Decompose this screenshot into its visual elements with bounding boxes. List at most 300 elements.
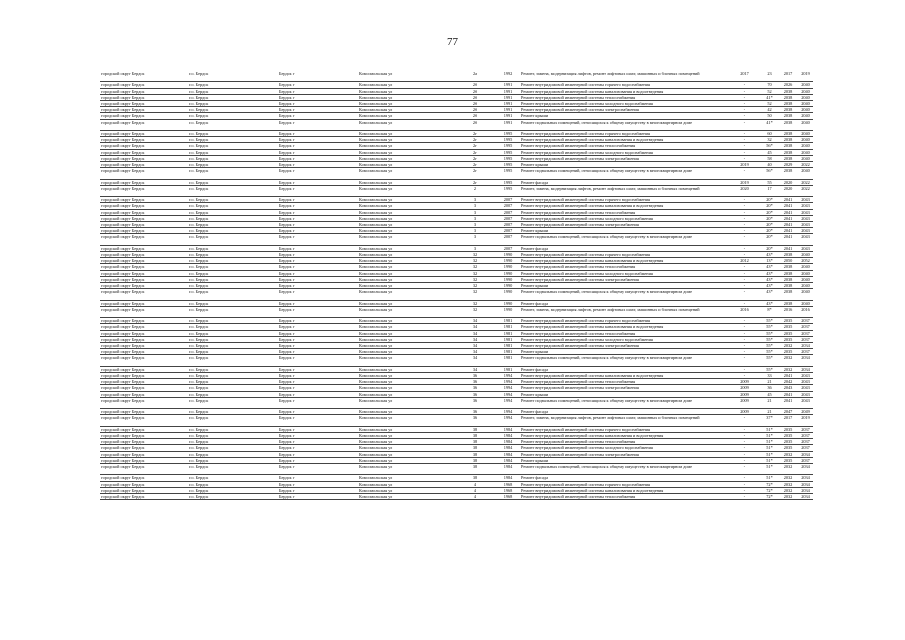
last-repair-year-cell: - [728, 349, 761, 355]
wear-percent-cell: 51* [761, 426, 778, 432]
urban-district-cell: г.о. Бердск [188, 131, 278, 137]
table-row [100, 234, 813, 245]
settlement-cell: Бердск г [278, 252, 358, 258]
table-row [100, 397, 813, 408]
municipality-cell: городской округ Бердск [100, 113, 188, 119]
plan-start-year-cell: 2038 [778, 149, 798, 155]
plan-start-year-cell: 2032 [778, 481, 798, 487]
municipality-cell: городской округ Бердск [100, 215, 188, 221]
settlement-cell: Бердск г [278, 168, 358, 179]
wear-percent-cell: 72* [761, 487, 778, 493]
municipality-cell: городской округ Бердск [100, 451, 188, 457]
last-repair-year-cell: - [728, 330, 761, 336]
work-type-cell: Ремонт, замена, модернизация лифтов, ремонт лифтовых шахт, машинных и блочных помещений [520, 71, 728, 82]
plan-start-year-cell: 2035 [778, 426, 798, 432]
work-type-cell: Ремонт внутридомовой инженерной системы канализования и водоотведения [520, 203, 728, 209]
street-cell: Комсомольская ул [358, 391, 454, 397]
plan-start-year-cell: 2032 [778, 487, 798, 493]
street-cell: Комсомольская ул [358, 209, 454, 215]
wear-percent-cell: 23 [761, 71, 778, 82]
municipality-cell: городской округ Бердск [100, 264, 188, 270]
plan-end-year-cell: 2040 [798, 107, 813, 113]
build-year-cell: 1968 [496, 494, 520, 500]
house-number-cell: 34 [454, 349, 496, 355]
build-year-cell: 1995 [496, 162, 520, 168]
last-repair-year-cell: - [728, 264, 761, 270]
wear-percent-cell: 45 [761, 149, 778, 155]
settlement-cell: Бердск г [278, 464, 358, 475]
last-repair-year-cell: - [728, 426, 761, 432]
work-type-cell: Ремонт крыши [520, 391, 728, 397]
build-year-cell: 2007 [496, 215, 520, 221]
wear-percent-cell: 58 [761, 155, 778, 161]
municipality-cell: городской округ Бердск [100, 336, 188, 342]
last-repair-year-cell: - [728, 300, 761, 306]
house-number-cell: 2г [454, 149, 496, 155]
plan-end-year-cell: 2034 [798, 343, 813, 349]
urban-district-cell: г.о. Бердск [188, 162, 278, 168]
last-repair-year-cell: 2009 [728, 409, 761, 415]
urban-district-cell: г.о. Бердск [188, 276, 278, 282]
wear-percent-cell: 43* [761, 300, 778, 306]
municipality-cell: городской округ Бердск [100, 330, 188, 336]
last-repair-year-cell: - [728, 324, 761, 330]
build-year-cell: 1990 [496, 252, 520, 258]
build-year-cell: 1984 [496, 433, 520, 439]
house-number-cell: 36 [454, 397, 496, 408]
street-cell: Комсомольская ул [358, 300, 454, 306]
plan-start-year-cell: 2032 [778, 366, 798, 372]
work-type-cell: Ремонт внутридомовой инженерной системы холодного водоснабжения [520, 149, 728, 155]
settlement-cell: Бердск г [278, 197, 358, 203]
urban-district-cell: г.о. Бердск [188, 494, 278, 500]
last-repair-year-cell: - [728, 487, 761, 493]
settlement-cell: Бердск г [278, 494, 358, 500]
last-repair-year-cell: - [728, 113, 761, 119]
work-type-cell: Ремонт внутридомовой инженерной системы теплоснабжения [520, 379, 728, 385]
table-row [100, 494, 813, 500]
plan-start-year-cell: 2038 [778, 113, 798, 119]
urban-district-cell: г.о. Бердск [188, 487, 278, 493]
settlement-cell: Бердск г [278, 349, 358, 355]
urban-district-cell: г.о. Бердск [188, 306, 278, 317]
municipality-cell: городской округ Бердск [100, 185, 188, 196]
work-type-cell: Ремонт подвальных помещений, относящихся к общему имуществу в многоквартирном доме [520, 168, 728, 179]
house-number-cell: 36 [454, 379, 496, 385]
municipality-cell: городской округ Бердск [100, 101, 188, 107]
plan-end-year-cell: 2019 [798, 415, 813, 426]
house-number-cell: 38 [454, 475, 496, 481]
street-cell: Комсомольская ул [358, 222, 454, 228]
wear-percent-cell: 60 [761, 131, 778, 137]
last-repair-year-cell: - [728, 276, 761, 282]
plan-start-year-cell: 2038 [778, 300, 798, 306]
house-number-cell: 36 [454, 385, 496, 391]
house-number-cell: 2 [454, 185, 496, 196]
urban-district-cell: г.о. Бердск [188, 143, 278, 149]
plan-end-year-cell: 2043 [798, 245, 813, 251]
wear-percent-cell: 55* [761, 330, 778, 336]
urban-district-cell: г.о. Бердск [188, 234, 278, 245]
street-cell: Комсомольская ул [358, 270, 454, 276]
last-repair-year-cell: - [728, 457, 761, 463]
plan-start-year-cell: 2038 [778, 107, 798, 113]
street-cell: Комсомольская ул [358, 215, 454, 221]
settlement-cell: Бердск г [278, 481, 358, 487]
work-type-cell: Ремонт внутридомовой инженерной системы канализования и водоотведения [520, 487, 728, 493]
wear-percent-cell: 43* [761, 264, 778, 270]
house-number-cell: 32 [454, 300, 496, 306]
work-type-cell: Ремонт внутридомовой инженерной системы горячего водоснабжения [520, 131, 728, 137]
street-cell: Комсомольская ул [358, 185, 454, 196]
work-type-cell: Ремонт внутридомовой инженерной системы горячего водоснабжения [520, 318, 728, 324]
house-number-cell: 38 [454, 464, 496, 475]
plan-start-year-cell: 2041 [778, 222, 798, 228]
urban-district-cell: г.о. Бердск [188, 445, 278, 451]
house-number-cell: 32 [454, 270, 496, 276]
urban-district-cell: г.о. Бердск [188, 185, 278, 196]
plan-start-year-cell: 2035 [778, 457, 798, 463]
settlement-cell: Бердск г [278, 270, 358, 276]
plan-end-year-cell: 2040 [798, 137, 813, 143]
street-cell: Комсомольская ул [358, 373, 454, 379]
settlement-cell: Бердск г [278, 149, 358, 155]
settlement-cell: Бердск г [278, 101, 358, 107]
municipality-cell: городской округ Бердск [100, 324, 188, 330]
street-cell: Комсомольская ул [358, 464, 454, 475]
house-number-cell: 36 [454, 391, 496, 397]
settlement-cell: Бердск г [278, 475, 358, 481]
house-number-cell: 38 [454, 451, 496, 457]
build-year-cell: 1994 [496, 409, 520, 415]
plan-start-year-cell: 2026 [778, 82, 798, 88]
plan-start-year-cell: 2038 [778, 264, 798, 270]
plan-end-year-cell: 2037 [798, 318, 813, 324]
work-type-cell: Ремонт фасада [520, 179, 728, 185]
municipality-cell: городской округ Бердск [100, 457, 188, 463]
wear-percent-cell: 51* [761, 451, 778, 457]
last-repair-year-cell: - [728, 336, 761, 342]
plan-start-year-cell: 2038 [778, 137, 798, 143]
wear-percent-cell: 52 [761, 88, 778, 94]
plan-start-year-cell: 2035 [778, 439, 798, 445]
house-number-cell: 2г [454, 168, 496, 179]
build-year-cell: 1994 [496, 373, 520, 379]
plan-end-year-cell: 2022 [798, 185, 813, 196]
plan-start-year-cell: 2017 [778, 71, 798, 82]
settlement-cell: Бердск г [278, 385, 358, 391]
urban-district-cell: г.о. Бердск [188, 88, 278, 94]
work-type-cell: Ремонт внутридомовой инженерной системы холодного водоснабжения [520, 445, 728, 451]
urban-district-cell: г.о. Бердск [188, 203, 278, 209]
plan-start-year-cell: 2032 [778, 475, 798, 481]
wear-percent-cell: 70 [761, 82, 778, 88]
urban-district-cell: г.о. Бердск [188, 215, 278, 221]
municipality-cell: городской округ Бердск [100, 306, 188, 317]
urban-district-cell: г.о. Бердск [188, 366, 278, 372]
wear-percent-cell: 32 [761, 137, 778, 143]
build-year-cell: 1994 [496, 391, 520, 397]
build-year-cell: 1991 [496, 94, 520, 100]
work-type-cell: Ремонт подвальных помещений, относящихся к общему имуществу в многоквартирном доме [520, 355, 728, 366]
work-type-cell: Ремонт внутридомовой инженерной системы горячего водоснабжения [520, 252, 728, 258]
settlement-cell: Бердск г [278, 155, 358, 161]
plan-end-year-cell: 2037 [798, 426, 813, 432]
last-repair-year-cell: - [728, 215, 761, 221]
street-cell: Комсомольская ул [358, 149, 454, 155]
municipality-cell: городской округ Бердск [100, 487, 188, 493]
urban-district-cell: г.о. Бердск [188, 457, 278, 463]
street-cell: Комсомольская ул [358, 162, 454, 168]
settlement-cell: Бердск г [278, 203, 358, 209]
plan-end-year-cell: 2037 [798, 445, 813, 451]
settlement-cell: Бердск г [278, 336, 358, 342]
settlement-cell: Бердск г [278, 143, 358, 149]
urban-district-cell: г.о. Бердск [188, 82, 278, 88]
work-type-cell: Ремонт внутридомовой инженерной системы электроснабжения [520, 343, 728, 349]
plan-start-year-cell: 2038 [778, 168, 798, 179]
plan-end-year-cell: 2043 [798, 373, 813, 379]
house-number-cell: 2г [454, 179, 496, 185]
last-repair-year-cell: - [728, 94, 761, 100]
build-year-cell: 1968 [496, 487, 520, 493]
house-number-cell: 32 [454, 276, 496, 282]
plan-end-year-cell: 2040 [798, 264, 813, 270]
wear-percent-cell: 42 [761, 107, 778, 113]
plan-end-year-cell: 2037 [798, 336, 813, 342]
last-repair-year-cell: 2009 [728, 391, 761, 397]
last-repair-year-cell: - [728, 143, 761, 149]
build-year-cell: 1984 [496, 451, 520, 457]
build-year-cell: 1990 [496, 283, 520, 289]
house-number-cell: 2б [454, 88, 496, 94]
street-cell: Комсомольская ул [358, 252, 454, 258]
work-type-cell: Ремонт внутридомовой инженерной системы холодного водоснабжения [520, 270, 728, 276]
urban-district-cell: г.о. Бердск [188, 209, 278, 215]
street-cell: Комсомольская ул [358, 343, 454, 349]
wear-percent-cell: 55* [761, 366, 778, 372]
urban-district-cell: г.о. Бердск [188, 439, 278, 445]
municipality-cell: городской округ Бердск [100, 179, 188, 185]
last-repair-year-cell: 2009 [728, 397, 761, 408]
municipality-cell: городской округ Бердск [100, 318, 188, 324]
last-repair-year-cell: - [728, 445, 761, 451]
settlement-cell: Бердск г [278, 283, 358, 289]
street-cell: Комсомольская ул [358, 228, 454, 234]
settlement-cell: Бердск г [278, 366, 358, 372]
work-type-cell: Ремонт внутридомовой инженерной системы канализования и водоотведения [520, 88, 728, 94]
plan-start-year-cell: 2035 [778, 433, 798, 439]
plan-start-year-cell: 2042 [778, 379, 798, 385]
plan-start-year-cell: 2041 [778, 215, 798, 221]
build-year-cell: 2007 [496, 222, 520, 228]
plan-start-year-cell: 2035 [778, 318, 798, 324]
last-repair-year-cell: - [728, 131, 761, 137]
work-type-cell: Ремонт фасада [520, 409, 728, 415]
plan-start-year-cell: 2020 [778, 179, 798, 185]
house-number-cell: 32 [454, 258, 496, 264]
plan-end-year-cell: 2040 [798, 94, 813, 100]
build-year-cell: 1984 [496, 445, 520, 451]
municipality-cell: городской округ Бердск [100, 245, 188, 251]
urban-district-cell: г.о. Бердск [188, 168, 278, 179]
urban-district-cell: г.о. Бердск [188, 258, 278, 264]
house-number-cell: 34 [454, 330, 496, 336]
plan-end-year-cell: 2034 [798, 494, 813, 500]
plan-end-year-cell: 2034 [798, 355, 813, 366]
build-year-cell: 1990 [496, 289, 520, 300]
settlement-cell: Бердск г [278, 209, 358, 215]
house-number-cell: 36 [454, 415, 496, 426]
plan-start-year-cell: 2038 [778, 289, 798, 300]
table-row [100, 168, 813, 179]
plan-start-year-cell: 2041 [778, 391, 798, 397]
build-year-cell: 1991 [496, 82, 520, 88]
build-year-cell: 1990 [496, 300, 520, 306]
wear-percent-cell: 55* [761, 355, 778, 366]
house-number-cell: 38 [454, 457, 496, 463]
work-type-cell: Ремонт внутридомовой инженерной системы теплоснабжения [520, 209, 728, 215]
last-repair-year-cell: - [728, 439, 761, 445]
work-type-cell: Ремонт внутридомовой инженерной системы теплоснабжения [520, 143, 728, 149]
urban-district-cell: г.о. Бердск [188, 119, 278, 130]
work-type-cell: Ремонт внутридомовой инженерной системы теплоснабжения [520, 264, 728, 270]
urban-district-cell: г.о. Бердск [188, 397, 278, 408]
work-type-cell: Ремонт внутридомовой инженерной системы канализования и водоотведения [520, 324, 728, 330]
house-number-cell: 3 [454, 197, 496, 203]
last-repair-year-cell: - [728, 415, 761, 426]
plan-start-year-cell: 2038 [778, 283, 798, 289]
work-type-cell: Ремонт, замена, модернизация лифтов, ремонт лифтовых шахт, машинных и блочных помещений [520, 185, 728, 196]
wear-percent-cell: 51* [761, 433, 778, 439]
plan-end-year-cell: 2040 [798, 289, 813, 300]
last-repair-year-cell: - [728, 228, 761, 234]
municipality-cell: городской округ Бердск [100, 391, 188, 397]
urban-district-cell: г.о. Бердск [188, 245, 278, 251]
build-year-cell: 1991 [496, 88, 520, 94]
street-cell: Комсомольская ул [358, 349, 454, 355]
settlement-cell: Бердск г [278, 222, 358, 228]
last-repair-year-cell: 2016 [728, 306, 761, 317]
wear-percent-cell: 51* [761, 475, 778, 481]
plan-start-year-cell: 2041 [778, 209, 798, 215]
last-repair-year-cell: 2019 [728, 179, 761, 185]
street-cell: Комсомольская ул [358, 494, 454, 500]
wear-percent-cell: 55* [761, 318, 778, 324]
municipality-cell: городской округ Бердск [100, 234, 188, 245]
plan-start-year-cell: 2020 [778, 185, 798, 196]
street-cell: Комсомольская ул [358, 197, 454, 203]
house-number-cell: 2б [454, 119, 496, 130]
wear-percent-cell: 55* [761, 343, 778, 349]
settlement-cell: Бердск г [278, 409, 358, 415]
plan-end-year-cell: 2034 [798, 481, 813, 487]
build-year-cell: 1994 [496, 415, 520, 426]
municipality-cell: городской округ Бердск [100, 445, 188, 451]
plan-end-year-cell: 2040 [798, 143, 813, 149]
municipality-cell: городской округ Бердск [100, 71, 188, 82]
municipality-cell: городской округ Бердск [100, 276, 188, 282]
house-number-cell: 34 [454, 366, 496, 372]
build-year-cell: 1995 [496, 131, 520, 137]
capital-repair-table [100, 71, 813, 500]
municipality-cell: городской округ Бердск [100, 107, 188, 113]
build-year-cell: 1991 [496, 107, 520, 113]
municipality-cell: городской округ Бердск [100, 94, 188, 100]
wear-percent-cell: 55* [761, 336, 778, 342]
street-cell: Комсомольская ул [358, 415, 454, 426]
build-year-cell: 1984 [496, 475, 520, 481]
build-year-cell: 1995 [496, 168, 520, 179]
plan-end-year-cell: 2040 [798, 283, 813, 289]
urban-district-cell: г.о. Бердск [188, 222, 278, 228]
house-number-cell: 34 [454, 324, 496, 330]
wear-percent-cell: 43* [761, 252, 778, 258]
build-year-cell: 2007 [496, 197, 520, 203]
build-year-cell: 1992 [496, 71, 520, 82]
plan-end-year-cell: 2043 [798, 234, 813, 245]
municipality-cell: городской округ Бердск [100, 300, 188, 306]
work-type-cell: Ремонт внутридомовой инженерной системы канализования и водоотведения [520, 258, 728, 264]
settlement-cell: Бердск г [278, 300, 358, 306]
wear-percent-cell: 20* [761, 215, 778, 221]
municipality-cell: городской округ Бердск [100, 222, 188, 228]
wear-percent-cell: 20* [761, 197, 778, 203]
municipality-cell: городской округ Бердск [100, 426, 188, 432]
plan-start-year-cell: 2041 [778, 373, 798, 379]
plan-end-year-cell: 2052 [798, 258, 813, 264]
work-type-cell: Ремонт внутридомовой инженерной системы холодного водоснабжения [520, 101, 728, 107]
work-type-cell: Ремонт внутридомовой инженерной системы холодного водоснабжения [520, 215, 728, 221]
street-cell: Комсомольская ул [358, 283, 454, 289]
settlement-cell: Бердск г [278, 228, 358, 234]
last-repair-year-cell: - [728, 234, 761, 245]
settlement-cell: Бердск г [278, 355, 358, 366]
municipality-cell: городской округ Бердск [100, 149, 188, 155]
last-repair-year-cell: - [728, 355, 761, 366]
wear-percent-cell: 72* [761, 481, 778, 487]
last-repair-year-cell: - [728, 318, 761, 324]
last-repair-year-cell: - [728, 343, 761, 349]
wear-percent-cell: 43* [761, 283, 778, 289]
build-year-cell: 1968 [496, 481, 520, 487]
municipality-cell: городской округ Бердск [100, 82, 188, 88]
urban-district-cell: г.о. Бердск [188, 426, 278, 432]
wear-percent-cell: 20* [761, 228, 778, 234]
urban-district-cell: г.о. Бердск [188, 197, 278, 203]
plan-end-year-cell: 2040 [798, 88, 813, 94]
build-year-cell: 1981 [496, 336, 520, 342]
settlement-cell: Бердск г [278, 215, 358, 221]
settlement-cell: Бердск г [278, 306, 358, 317]
work-type-cell: Ремонт, замена, модернизация лифтов, ремонт лифтовых шахт, машинных и блочных помещений [520, 306, 728, 317]
house-number-cell: 32 [454, 264, 496, 270]
work-type-cell: Ремонт фасада [520, 475, 728, 481]
last-repair-year-cell: - [728, 149, 761, 155]
urban-district-cell: г.о. Бердск [188, 415, 278, 426]
urban-district-cell: г.о. Бердск [188, 179, 278, 185]
settlement-cell: Бердск г [278, 179, 358, 185]
plan-start-year-cell: 2041 [778, 203, 798, 209]
urban-district-cell: г.о. Бердск [188, 113, 278, 119]
municipality-cell: городской округ Бердск [100, 349, 188, 355]
street-cell: Комсомольская ул [358, 318, 454, 324]
build-year-cell: 1981 [496, 349, 520, 355]
build-year-cell: 2007 [496, 203, 520, 209]
municipality-cell: городской округ Бердск [100, 343, 188, 349]
plan-start-year-cell: 2041 [778, 245, 798, 251]
house-number-cell: 2г [454, 131, 496, 137]
